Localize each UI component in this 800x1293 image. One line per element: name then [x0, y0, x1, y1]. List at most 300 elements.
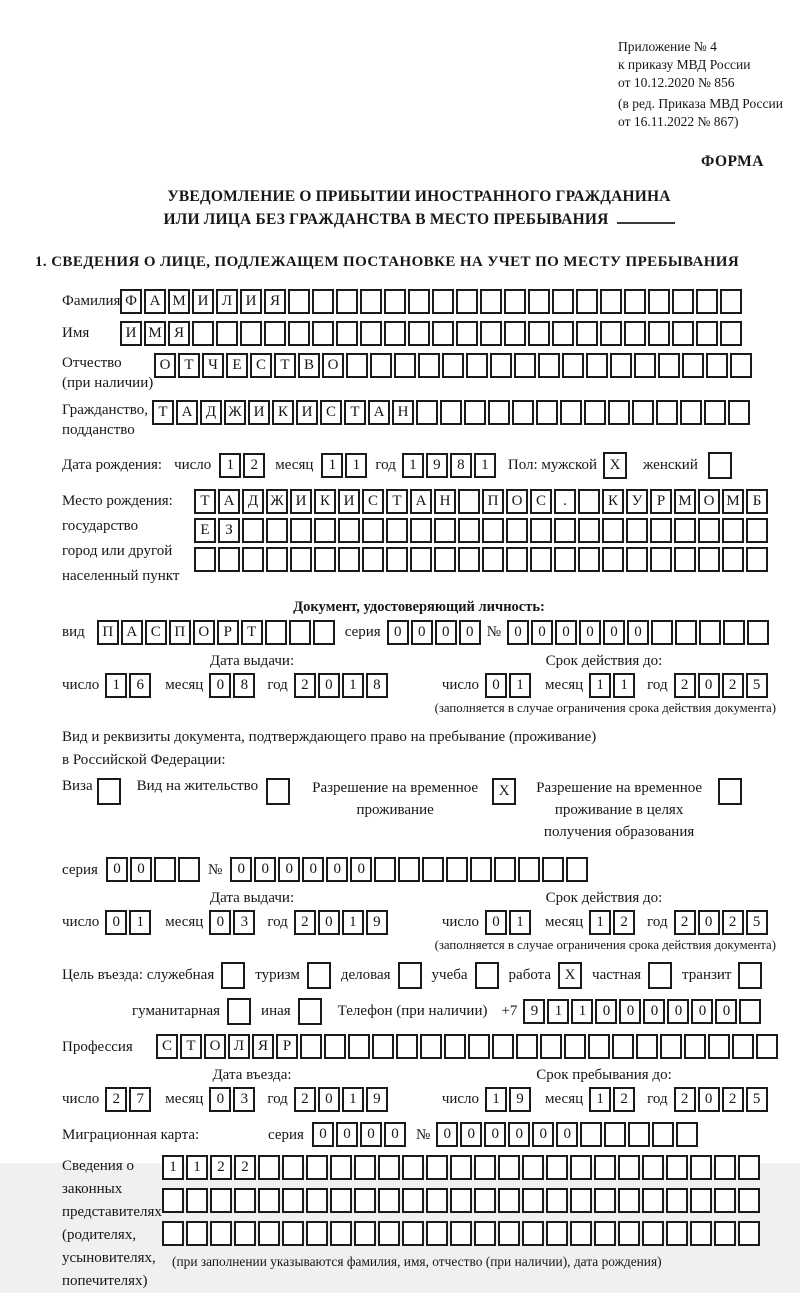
char-cell[interactable]: [282, 1221, 304, 1246]
char-cell[interactable]: [422, 857, 444, 882]
char-cell[interactable]: [266, 547, 288, 572]
char-cell[interactable]: 2: [674, 910, 696, 935]
char-cell[interactable]: 0: [106, 857, 128, 882]
gender-male-checkbox[interactable]: X: [603, 452, 627, 479]
char-cell[interactable]: [458, 489, 480, 514]
char-cell[interactable]: И: [338, 489, 360, 514]
char-cell[interactable]: [480, 321, 502, 346]
char-cell[interactable]: [536, 400, 558, 425]
char-cell[interactable]: .: [554, 489, 576, 514]
char-cell[interactable]: [474, 1188, 496, 1213]
temp-residence-checkbox[interactable]: X: [492, 778, 516, 805]
char-cell[interactable]: [442, 353, 464, 378]
char-cell[interactable]: 8: [233, 673, 255, 698]
char-cell[interactable]: Т: [274, 353, 296, 378]
char-cell[interactable]: Р: [217, 620, 239, 645]
char-cell[interactable]: 1: [342, 673, 364, 698]
char-cell[interactable]: И: [120, 321, 142, 346]
char-cell[interactable]: И: [290, 489, 312, 514]
char-cell[interactable]: 0: [278, 857, 300, 882]
char-cell[interactable]: 9: [426, 453, 448, 478]
char-cell[interactable]: 2: [674, 673, 696, 698]
char-cell[interactable]: 2: [613, 1087, 635, 1112]
char-cell[interactable]: [723, 620, 745, 645]
char-cell[interactable]: [330, 1155, 352, 1180]
char-cell[interactable]: Т: [386, 489, 408, 514]
char-cell[interactable]: [739, 999, 761, 1024]
char-cell[interactable]: [642, 1221, 664, 1246]
char-cell[interactable]: 2: [294, 910, 316, 935]
char-cell[interactable]: [492, 1034, 514, 1059]
char-cell[interactable]: [706, 353, 728, 378]
char-cell[interactable]: С: [362, 489, 384, 514]
char-cell[interactable]: [426, 1188, 448, 1213]
char-cell[interactable]: [628, 1122, 650, 1147]
purpose-tourism-checkbox[interactable]: [307, 962, 331, 989]
char-cell[interactable]: [546, 1188, 568, 1213]
char-cell[interactable]: 1: [342, 1087, 364, 1112]
char-cell[interactable]: [386, 518, 408, 543]
char-cell[interactable]: И: [248, 400, 270, 425]
char-cell[interactable]: 2: [294, 673, 316, 698]
char-cell[interactable]: [210, 1188, 232, 1213]
char-cell[interactable]: [682, 353, 704, 378]
char-cell[interactable]: И: [240, 289, 262, 314]
char-cell[interactable]: [660, 1034, 682, 1059]
char-cell[interactable]: 0: [485, 673, 507, 698]
char-cell[interactable]: 2: [674, 1087, 696, 1112]
char-cell[interactable]: [566, 857, 588, 882]
char-cell[interactable]: О: [506, 489, 528, 514]
char-cell[interactable]: [434, 518, 456, 543]
char-cell[interactable]: [408, 321, 430, 346]
char-cell[interactable]: [410, 518, 432, 543]
char-cell[interactable]: [218, 547, 240, 572]
char-cell[interactable]: [624, 321, 646, 346]
char-cell[interactable]: [258, 1221, 280, 1246]
char-cell[interactable]: 2: [722, 910, 744, 935]
char-cell[interactable]: [530, 547, 552, 572]
char-cell[interactable]: [402, 1188, 424, 1213]
char-cell[interactable]: [306, 1155, 328, 1180]
char-cell[interactable]: [313, 620, 335, 645]
char-cell[interactable]: 2: [234, 1155, 256, 1180]
char-cell[interactable]: Т: [241, 620, 263, 645]
char-cell[interactable]: [578, 547, 600, 572]
char-cell[interactable]: [258, 1188, 280, 1213]
char-cell[interactable]: М: [722, 489, 744, 514]
char-cell[interactable]: 1: [589, 910, 611, 935]
char-cell[interactable]: С: [530, 489, 552, 514]
char-cell[interactable]: 1: [186, 1155, 208, 1180]
char-cell[interactable]: 0: [209, 673, 231, 698]
char-cell[interactable]: А: [218, 489, 240, 514]
char-cell[interactable]: [626, 547, 648, 572]
char-cell[interactable]: 0: [318, 1087, 340, 1112]
char-cell[interactable]: [354, 1188, 376, 1213]
char-cell[interactable]: [714, 1188, 736, 1213]
char-cell[interactable]: [722, 518, 744, 543]
char-cell[interactable]: 1: [219, 453, 241, 478]
char-cell[interactable]: [578, 518, 600, 543]
char-cell[interactable]: 0: [459, 620, 481, 645]
char-cell[interactable]: [498, 1221, 520, 1246]
char-cell[interactable]: К: [272, 400, 294, 425]
char-cell[interactable]: К: [314, 489, 336, 514]
char-cell[interactable]: [672, 321, 694, 346]
char-cell[interactable]: 0: [531, 620, 553, 645]
char-cell[interactable]: [602, 518, 624, 543]
char-cell[interactable]: [466, 353, 488, 378]
char-cell[interactable]: [312, 321, 334, 346]
char-cell[interactable]: [684, 1034, 706, 1059]
char-cell[interactable]: Е: [194, 518, 216, 543]
char-cell[interactable]: [426, 1155, 448, 1180]
char-cell[interactable]: [314, 518, 336, 543]
char-cell[interactable]: [420, 1034, 442, 1059]
char-cell[interactable]: [666, 1221, 688, 1246]
char-cell[interactable]: [540, 1034, 562, 1059]
char-cell[interactable]: А: [368, 400, 390, 425]
char-cell[interactable]: [576, 289, 598, 314]
char-cell[interactable]: [338, 518, 360, 543]
char-cell[interactable]: [456, 289, 478, 314]
char-cell[interactable]: 0: [603, 620, 625, 645]
residence-permit-checkbox[interactable]: [266, 778, 290, 805]
char-cell[interactable]: [234, 1221, 256, 1246]
char-cell[interactable]: [482, 518, 504, 543]
char-cell[interactable]: 0: [555, 620, 577, 645]
char-cell[interactable]: [186, 1188, 208, 1213]
char-cell[interactable]: [474, 1155, 496, 1180]
char-cell[interactable]: О: [204, 1034, 226, 1059]
char-cell[interactable]: [378, 1188, 400, 1213]
char-cell[interactable]: [708, 1034, 730, 1059]
char-cell[interactable]: 0: [619, 999, 641, 1024]
char-cell[interactable]: [546, 1221, 568, 1246]
char-cell[interactable]: [504, 321, 526, 346]
char-cell[interactable]: Е: [226, 353, 248, 378]
char-cell[interactable]: В: [298, 353, 320, 378]
char-cell[interactable]: [362, 518, 384, 543]
char-cell[interactable]: [474, 1221, 496, 1246]
char-cell[interactable]: Т: [152, 400, 174, 425]
char-cell[interactable]: [258, 1155, 280, 1180]
char-cell[interactable]: [728, 400, 750, 425]
char-cell[interactable]: 1: [345, 453, 367, 478]
char-cell[interactable]: [432, 289, 454, 314]
char-cell[interactable]: [714, 1155, 736, 1180]
char-cell[interactable]: [378, 1155, 400, 1180]
char-cell[interactable]: [458, 518, 480, 543]
char-cell[interactable]: [242, 518, 264, 543]
char-cell[interactable]: [602, 547, 624, 572]
char-cell[interactable]: [632, 400, 654, 425]
char-cell[interactable]: 0: [556, 1122, 578, 1147]
char-cell[interactable]: [348, 1034, 370, 1059]
char-cell[interactable]: 2: [722, 673, 744, 698]
char-cell[interactable]: [289, 620, 311, 645]
char-cell[interactable]: 1: [342, 910, 364, 935]
char-cell[interactable]: [402, 1221, 424, 1246]
char-cell[interactable]: [554, 518, 576, 543]
char-cell[interactable]: [652, 1122, 674, 1147]
char-cell[interactable]: [756, 1034, 778, 1059]
char-cell[interactable]: Т: [344, 400, 366, 425]
char-cell[interactable]: [570, 1155, 592, 1180]
char-cell[interactable]: Т: [194, 489, 216, 514]
char-cell[interactable]: [346, 353, 368, 378]
char-cell[interactable]: [528, 289, 550, 314]
char-cell[interactable]: [450, 1188, 472, 1213]
char-cell[interactable]: [690, 1155, 712, 1180]
char-cell[interactable]: [656, 400, 678, 425]
char-cell[interactable]: [194, 547, 216, 572]
char-cell[interactable]: [690, 1188, 712, 1213]
char-cell[interactable]: [498, 1188, 520, 1213]
char-cell[interactable]: 0: [508, 1122, 530, 1147]
char-cell[interactable]: [362, 547, 384, 572]
char-cell[interactable]: [282, 1155, 304, 1180]
char-cell[interactable]: [506, 547, 528, 572]
char-cell[interactable]: 0: [230, 857, 252, 882]
char-cell[interactable]: [518, 857, 540, 882]
char-cell[interactable]: [446, 857, 468, 882]
char-cell[interactable]: [378, 1221, 400, 1246]
char-cell[interactable]: О: [154, 353, 176, 378]
char-cell[interactable]: [584, 400, 606, 425]
char-cell[interactable]: [562, 353, 584, 378]
char-cell[interactable]: 0: [209, 1087, 231, 1112]
char-cell[interactable]: 1: [402, 453, 424, 478]
char-cell[interactable]: [738, 1155, 760, 1180]
char-cell[interactable]: [560, 400, 582, 425]
purpose-private-checkbox[interactable]: [648, 962, 672, 989]
char-cell[interactable]: [266, 518, 288, 543]
char-cell[interactable]: 9: [366, 1087, 388, 1112]
char-cell[interactable]: 1: [105, 673, 127, 698]
char-cell[interactable]: [738, 1188, 760, 1213]
char-cell[interactable]: 3: [233, 1087, 255, 1112]
char-cell[interactable]: [372, 1034, 394, 1059]
char-cell[interactable]: 0: [532, 1122, 554, 1147]
purpose-study-checkbox[interactable]: [475, 962, 499, 989]
char-cell[interactable]: 0: [698, 673, 720, 698]
char-cell[interactable]: 0: [485, 910, 507, 935]
char-cell[interactable]: [528, 321, 550, 346]
char-cell[interactable]: [306, 1188, 328, 1213]
temp-residence-education-checkbox[interactable]: [718, 778, 742, 805]
char-cell[interactable]: [265, 620, 287, 645]
char-cell[interactable]: [330, 1221, 352, 1246]
char-cell[interactable]: Я: [252, 1034, 274, 1059]
char-cell[interactable]: [312, 289, 334, 314]
char-cell[interactable]: [720, 321, 742, 346]
char-cell[interactable]: [468, 1034, 490, 1059]
char-cell[interactable]: [354, 1221, 376, 1246]
char-cell[interactable]: 5: [746, 673, 768, 698]
char-cell[interactable]: 1: [129, 910, 151, 935]
char-cell[interactable]: [650, 547, 672, 572]
char-cell[interactable]: З: [218, 518, 240, 543]
char-cell[interactable]: [498, 1155, 520, 1180]
char-cell[interactable]: [600, 289, 622, 314]
char-cell[interactable]: [542, 857, 564, 882]
char-cell[interactable]: Я: [168, 321, 190, 346]
char-cell[interactable]: Я: [264, 289, 286, 314]
char-cell[interactable]: [512, 400, 534, 425]
char-cell[interactable]: [634, 353, 656, 378]
char-cell[interactable]: [642, 1155, 664, 1180]
char-cell[interactable]: Ж: [266, 489, 288, 514]
char-cell[interactable]: 1: [571, 999, 593, 1024]
char-cell[interactable]: 0: [436, 1122, 458, 1147]
char-cell[interactable]: [698, 547, 720, 572]
char-cell[interactable]: Л: [216, 289, 238, 314]
char-cell[interactable]: [482, 547, 504, 572]
char-cell[interactable]: [626, 518, 648, 543]
char-cell[interactable]: [242, 547, 264, 572]
char-cell[interactable]: [522, 1155, 544, 1180]
char-cell[interactable]: [680, 400, 702, 425]
char-cell[interactable]: [282, 1188, 304, 1213]
char-cell[interactable]: [488, 400, 510, 425]
char-cell[interactable]: [288, 321, 310, 346]
char-cell[interactable]: [396, 1034, 418, 1059]
char-cell[interactable]: [494, 857, 516, 882]
char-cell[interactable]: [612, 1034, 634, 1059]
char-cell[interactable]: С: [145, 620, 167, 645]
visa-checkbox[interactable]: [97, 778, 121, 805]
char-cell[interactable]: 7: [129, 1087, 151, 1112]
char-cell[interactable]: [384, 289, 406, 314]
char-cell[interactable]: 0: [460, 1122, 482, 1147]
char-cell[interactable]: М: [674, 489, 696, 514]
char-cell[interactable]: А: [144, 289, 166, 314]
char-cell[interactable]: Н: [434, 489, 456, 514]
char-cell[interactable]: [240, 321, 262, 346]
char-cell[interactable]: [642, 1188, 664, 1213]
char-cell[interactable]: [666, 1155, 688, 1180]
char-cell[interactable]: [360, 289, 382, 314]
char-cell[interactable]: [264, 321, 286, 346]
char-cell[interactable]: [398, 857, 420, 882]
char-cell[interactable]: [580, 1122, 602, 1147]
char-cell[interactable]: К: [602, 489, 624, 514]
purpose-work-checkbox[interactable]: X: [558, 962, 582, 989]
char-cell[interactable]: 0: [595, 999, 617, 1024]
char-cell[interactable]: [186, 1221, 208, 1246]
char-cell[interactable]: 2: [613, 910, 635, 935]
char-cell[interactable]: [336, 289, 358, 314]
char-cell[interactable]: 1: [509, 673, 531, 698]
char-cell[interactable]: Ф: [120, 289, 142, 314]
char-cell[interactable]: [696, 321, 718, 346]
char-cell[interactable]: [636, 1034, 658, 1059]
char-cell[interactable]: А: [121, 620, 143, 645]
char-cell[interactable]: [746, 547, 768, 572]
char-cell[interactable]: [732, 1034, 754, 1059]
char-cell[interactable]: [354, 1155, 376, 1180]
char-cell[interactable]: 0: [384, 1122, 406, 1147]
char-cell[interactable]: П: [482, 489, 504, 514]
char-cell[interactable]: 1: [474, 453, 496, 478]
char-cell[interactable]: [666, 1188, 688, 1213]
char-cell[interactable]: 0: [105, 910, 127, 935]
char-cell[interactable]: [604, 1122, 626, 1147]
char-cell[interactable]: [747, 620, 769, 645]
char-cell[interactable]: [464, 400, 486, 425]
char-cell[interactable]: 5: [746, 910, 768, 935]
char-cell[interactable]: 1: [485, 1087, 507, 1112]
char-cell[interactable]: 1: [509, 910, 531, 935]
char-cell[interactable]: Ж: [224, 400, 246, 425]
char-cell[interactable]: С: [320, 400, 342, 425]
char-cell[interactable]: 6: [129, 673, 151, 698]
char-cell[interactable]: [650, 518, 672, 543]
char-cell[interactable]: Т: [178, 353, 200, 378]
char-cell[interactable]: 0: [209, 910, 231, 935]
char-cell[interactable]: [290, 518, 312, 543]
char-cell[interactable]: [432, 321, 454, 346]
char-cell[interactable]: П: [169, 620, 191, 645]
char-cell[interactable]: 8: [450, 453, 472, 478]
char-cell[interactable]: [370, 353, 392, 378]
char-cell[interactable]: А: [176, 400, 198, 425]
purpose-humanitarian-checkbox[interactable]: [227, 998, 251, 1025]
char-cell[interactable]: 0: [435, 620, 457, 645]
char-cell[interactable]: [618, 1188, 640, 1213]
char-cell[interactable]: [618, 1155, 640, 1180]
char-cell[interactable]: [426, 1221, 448, 1246]
char-cell[interactable]: [336, 321, 358, 346]
char-cell[interactable]: 0: [507, 620, 529, 645]
char-cell[interactable]: 2: [294, 1087, 316, 1112]
char-cell[interactable]: Л: [228, 1034, 250, 1059]
char-cell[interactable]: М: [144, 321, 166, 346]
char-cell[interactable]: [178, 857, 200, 882]
char-cell[interactable]: [674, 518, 696, 543]
char-cell[interactable]: Д: [200, 400, 222, 425]
char-cell[interactable]: [192, 321, 214, 346]
char-cell[interactable]: О: [698, 489, 720, 514]
char-cell[interactable]: 0: [350, 857, 372, 882]
char-cell[interactable]: [648, 289, 670, 314]
char-cell[interactable]: [730, 353, 752, 378]
char-cell[interactable]: 0: [336, 1122, 358, 1147]
char-cell[interactable]: 0: [302, 857, 324, 882]
char-cell[interactable]: [672, 289, 694, 314]
char-cell[interactable]: [314, 547, 336, 572]
char-cell[interactable]: С: [156, 1034, 178, 1059]
char-cell[interactable]: [288, 289, 310, 314]
char-cell[interactable]: С: [250, 353, 272, 378]
char-cell[interactable]: [162, 1188, 184, 1213]
char-cell[interactable]: [504, 289, 526, 314]
char-cell[interactable]: [306, 1221, 328, 1246]
char-cell[interactable]: 0: [254, 857, 276, 882]
char-cell[interactable]: [594, 1155, 616, 1180]
char-cell[interactable]: [658, 353, 680, 378]
char-cell[interactable]: [714, 1221, 736, 1246]
char-cell[interactable]: [330, 1188, 352, 1213]
char-cell[interactable]: [608, 400, 630, 425]
char-cell[interactable]: 9: [523, 999, 545, 1024]
purpose-other-checkbox[interactable]: [298, 998, 322, 1025]
char-cell[interactable]: [434, 547, 456, 572]
char-cell[interactable]: [374, 857, 396, 882]
char-cell[interactable]: [690, 1221, 712, 1246]
